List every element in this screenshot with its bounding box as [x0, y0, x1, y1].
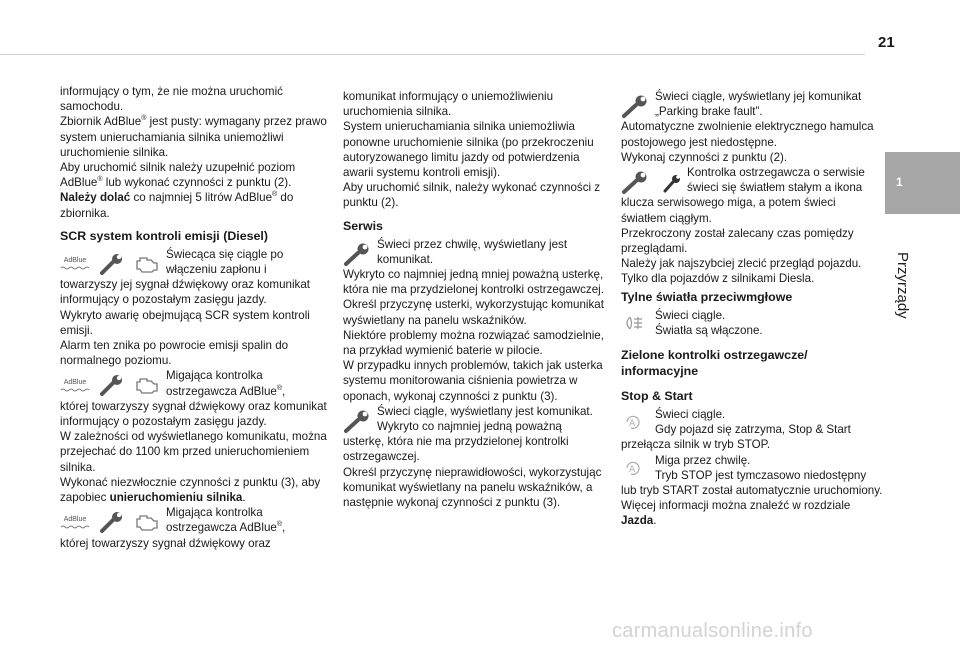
- heading-rear-fog: Tylne światła przeciwmgłowe: [621, 289, 793, 304]
- stop-start-indicator-1: A Świeci ciągle. Gdy pojazd się zatrzyma, Stop & Start: [621, 407, 883, 437]
- stop-start-2-rest: lub tryb START został automatycznie uruchomiony.: [621, 484, 883, 498]
- svg-text:A: A: [629, 464, 636, 475]
- service-warning-1-p4: W przypadku innych problemów, takich jak usterka systemu monitorowania ciśnienia powietrza w oponach, wykonaj czynności z punktu (3).: [343, 359, 603, 403]
- scr-warning-1-p3: Alarm ten znika po powrocie emisji spalin do normalnego poziomu.: [60, 339, 289, 368]
- parking-brake-p1: Automatyczne zwolnienie elektrycznego hamulca postojowego jest niedostępne.: [621, 120, 874, 149]
- scr-warning-2-rest: której towarzyszy sygnał dźwiękowy oraz komunikat informujący o pozostałym zasięgu jazdy.: [60, 399, 327, 429]
- heading-serwis: Serwis: [343, 218, 383, 233]
- scr-warning-3: AdBlue Migająca kontrolka ostrzegawcza AdBlue®,: [60, 505, 328, 535]
- service-warning-2-rest: usterkę, która nie ma przydzielonej kontrolki ostrzegawczej.: [343, 435, 569, 464]
- heading-scr: SCR system kontroli emisji (Diesel): [60, 228, 268, 243]
- header-rule: [0, 54, 865, 55]
- heading-green-indicators: Zielone kontrolki ostrzegawcze/ informacyjne: [621, 348, 808, 379]
- column-2: [343, 89, 605, 510]
- stop-start-more-info: Więcej informacji można znaleźć w rozdziale Jazda.: [621, 499, 851, 528]
- scr-warning-1-rest: towarzyszy jej sygnał dźwiękowy oraz komunikat informujący o pozostałym zasięgu jazdy.: [60, 278, 311, 307]
- engine-icon: [134, 254, 160, 274]
- engine-icon: [134, 375, 160, 395]
- col1-p1: Zbiornik AdBlue® jest pusty: wymagany przez prawo system unieruchamiania silnika uniemożliwi uruchomienie silnika.: [60, 115, 327, 159]
- service-spanner-icon: [663, 173, 681, 193]
- scr-warning-2-p3: Wykonać niezwłocznie czynności z punktu (3), aby zapobiec unieruchomieniu silnika.: [60, 475, 321, 505]
- scr-warning-1-p2: Wykryto awarię obejmującą SCR system kontroli emisji.: [60, 308, 310, 337]
- scr-warning-1: AdBlue Świecąca się ciągle po włączeniu zapłonu i: [60, 247, 328, 277]
- adblue-icon: AdBlue: [60, 257, 90, 270]
- col1-p2: Aby uruchomić silnik należy uzupełnić poziom AdBlue® lub wykonać czynności z punktu (2).: [60, 161, 296, 190]
- service-warning-2: Świeci ciągle, wyświetlany jest komunikat. Wykryto co najmniej jedną poważną: [343, 404, 605, 434]
- service-warning-1-p1: Wykryto co najmniej jedną mniej poważną usterkę, która nie ma przydzielonej kontrolki ostrzegawczej.: [343, 268, 604, 297]
- heading-stop-start: Stop & Start: [621, 389, 693, 404]
- section-tab-number: 1: [896, 175, 903, 189]
- wrench-icon: [100, 374, 124, 396]
- col1-p3: Należy dolać co najmniej 5 litrów AdBlue® do zbiornika.: [60, 191, 294, 220]
- service-warning-1: Świeci przez chwilę, wyświetlany jest komunikat.: [343, 237, 605, 267]
- stop-start-icon: [621, 459, 649, 477]
- wrench-icon: [100, 511, 124, 533]
- service-warning-2-p2: Określ przyczynę nieprawidłowości, wykorzystując komunikat wyświetlany na panelu wskaźników, a następnie wykonaj czynności z punktu (3).: [343, 465, 602, 510]
- adblue-icon: AdBlue: [60, 516, 90, 529]
- wrench-icon: [343, 410, 371, 434]
- rear-fog-indicator: Świeci ciągle. Światła są włączone.: [621, 308, 883, 338]
- service-warning-1-p2: Określ przyczynę usterki, wykorzystując komunikat wyświetlany na panelu wskaźników.: [343, 298, 604, 327]
- scr-warning-2: AdBlue Migająca kontrolka ostrzegawcza AdBlue®,: [60, 368, 328, 398]
- wrench-icon: [343, 243, 371, 267]
- wrench-icon: [100, 253, 124, 275]
- service-warning-1-p3: Niektóre problemy można rozwiązać samodzielnie, na przykład wymienić baterie w pilocie.: [343, 328, 604, 358]
- service-interval-p3: Należy jak najszybciej zlecić przegląd pojazdu. Tylko dla pojazdów z silnikami Diesla.: [621, 257, 862, 286]
- stop-start-1-rest: przełącza silnik w tryb STOP.: [621, 438, 771, 452]
- stop-start-icon: [621, 413, 649, 431]
- svg-text:A: A: [629, 419, 636, 430]
- scr-warning-2-p2: W zależności od wyświetlanego komunikatu, można przejechać do 1100 km przed unieruchomieniem silnika.: [60, 430, 327, 474]
- scr-warning-3-rest: której towarzyszy sygnał dźwiękowy oraz: [60, 536, 271, 550]
- wrench-icon: [621, 171, 649, 195]
- adblue-icon: AdBlue: [60, 379, 90, 392]
- col2-p2: Aby uruchomić silnik, należy wykonać czynności z punktu (2).: [343, 181, 601, 210]
- parking-brake-p2: Wykonaj czynności z punktu (2).: [621, 150, 788, 164]
- page-number: 21: [878, 34, 895, 51]
- engine-icon: [134, 512, 160, 532]
- col1-intro: informujący o tym, że nie można uruchomić samochodu.: [60, 85, 283, 114]
- column-1: [60, 84, 328, 551]
- parking-brake-warning: Świeci ciągle, wyświetlany jej komunikat „Parking brake fault”.: [621, 89, 883, 119]
- service-interval-p2: Przekroczony został zalecany czas pomiędzy przeglądami.: [621, 226, 854, 256]
- service-interval-warning: Kontrolka ostrzegawcza o serwisie świeci się światłem stałym a ikona: [621, 165, 883, 195]
- col2-intro: komunikat informujący o uniemożliwieniu uruchomienia silnika.: [343, 90, 554, 119]
- wrench-icon: [621, 95, 649, 119]
- col2-p1: System unieruchamiania silnika uniemożliwia ponowne uruchomienie silnika (po przekroczeniu autoryzowanego limitu jazdy od potwierdzenia awarii systemu kontroli emisji).: [343, 120, 594, 180]
- rear-fog-light-icon: [621, 314, 649, 332]
- service-interval-rest: klucza serwisowego miga, a potem świeci światłem ciągłym.: [621, 196, 836, 225]
- watermark-logo[interactable]: carmanualsonline.info: [612, 620, 813, 642]
- column-3: [621, 89, 883, 529]
- stop-start-indicator-2: A Miga przez chwilę. Tryb STOP jest tymczasowo niedostępny: [621, 453, 883, 483]
